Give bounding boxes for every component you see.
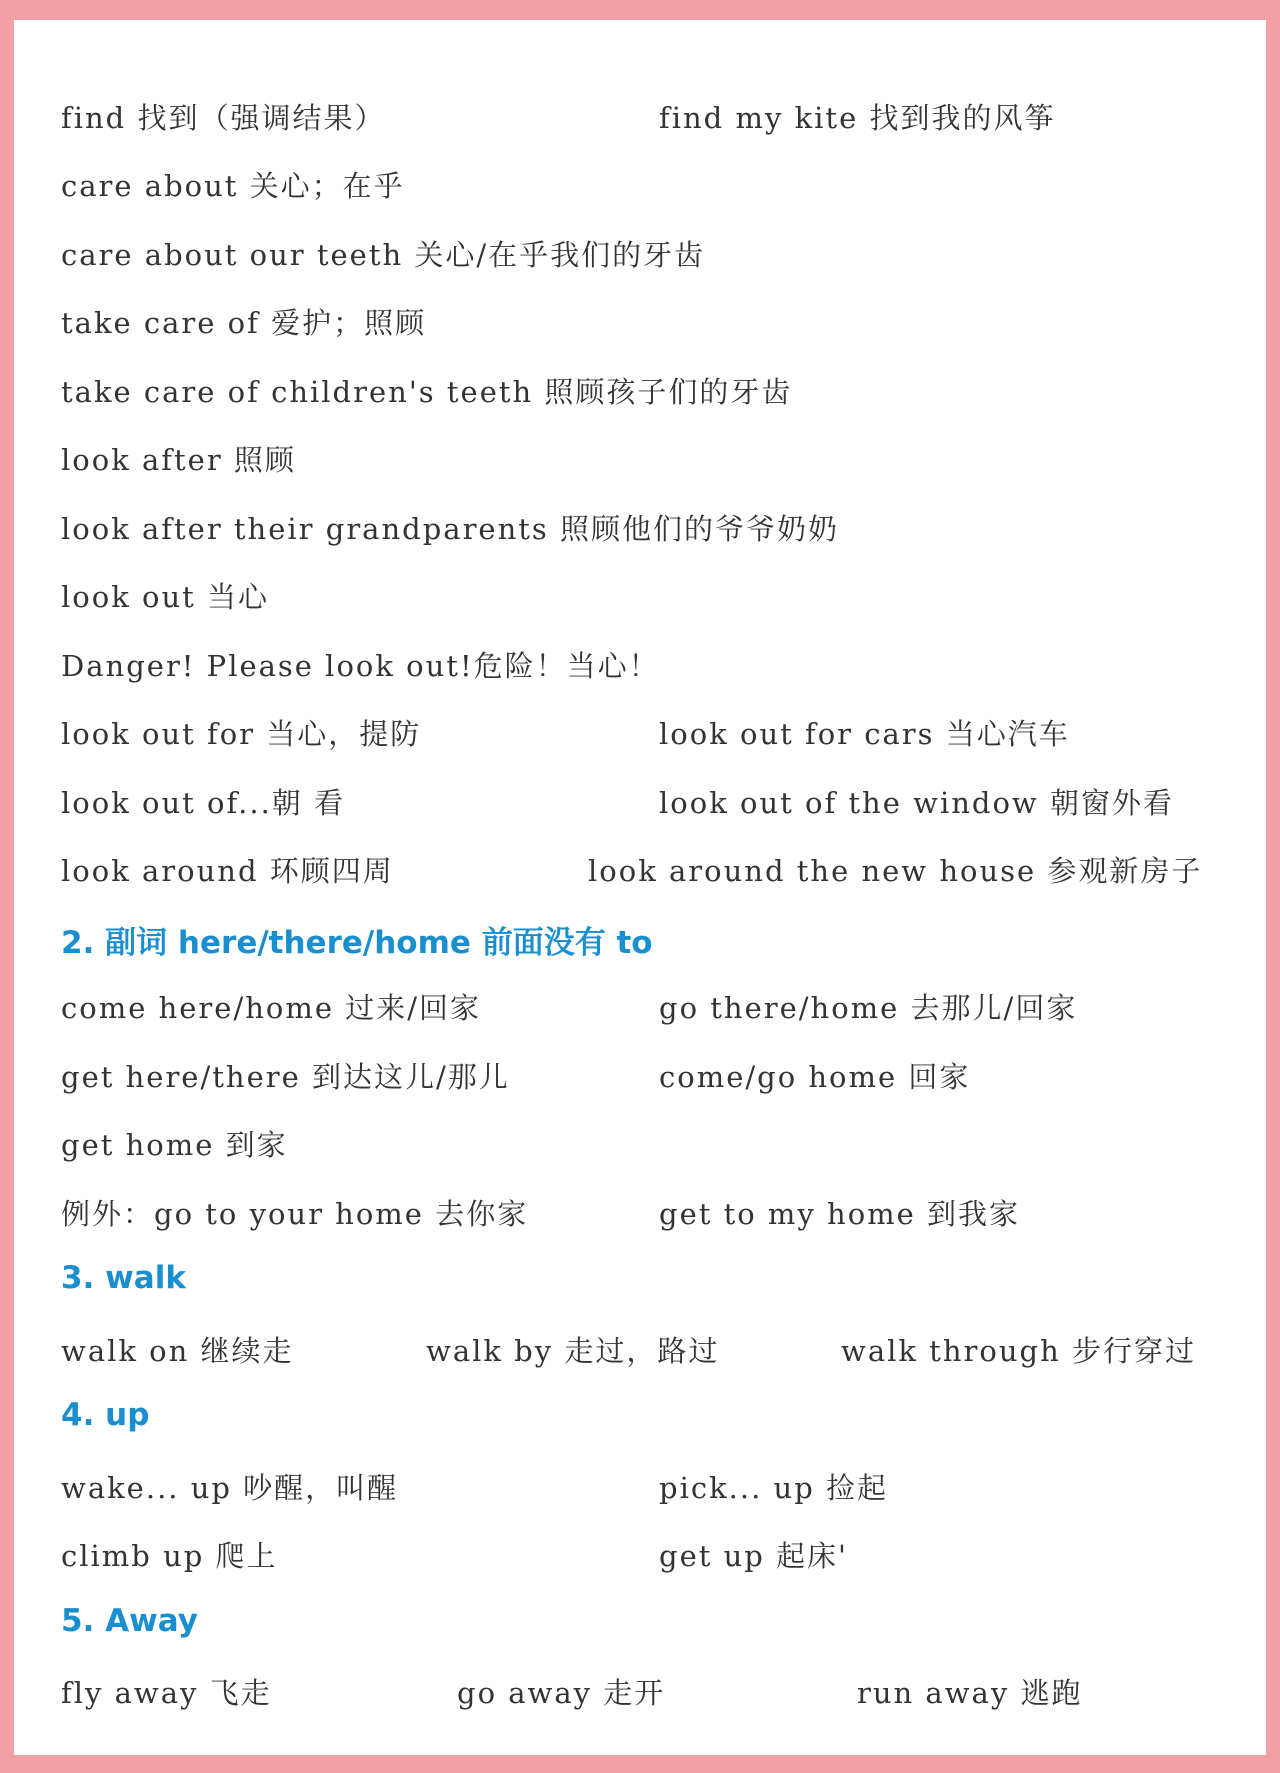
phrase-right: find my kite 找到我的风筝 (659, 101, 1056, 135)
phrase-left: get home 到家 (61, 1128, 288, 1162)
phrase-row (61, 233, 1246, 289)
phrase-left: take care of 爱护；照顾 (61, 306, 427, 340)
phrase-row (61, 301, 1246, 357)
phrase-left: care about our teeth 关心/在乎我们的牙齿 (61, 238, 706, 272)
phrase-row (61, 1534, 1246, 1590)
phrase-row (61, 712, 1246, 768)
phrase-left: look after 照顾 (61, 443, 296, 477)
phrase-left: get here/there 到达这儿/那儿 (61, 1060, 510, 1094)
phrase-left: take care of children's teeth 照顾孩子们的牙齿 (61, 375, 793, 409)
phrase-row (61, 507, 1246, 563)
phrase-row (61, 644, 1246, 700)
phrase-left: look out 当心 (61, 580, 269, 614)
phrase-row (61, 1466, 1246, 1522)
phrase-row (61, 1192, 1246, 1248)
phrase-left: Danger! Please look out!危险！当心！ (61, 649, 660, 683)
phrase-row (61, 370, 1246, 426)
phrase-right: go there/home 去那儿/回家 (659, 991, 1078, 1025)
phrase-middle: go away 走开 (457, 1676, 666, 1710)
phrase-right: look around the new house 参观新房子 (588, 854, 1203, 888)
section-heading: 2. 副词 here/there/home 前面没有 to (61, 925, 653, 961)
phrase-left: look out for 当心，提防 (61, 717, 422, 751)
phrase-row (61, 164, 1246, 220)
phrase-right: pick... up 捡起 (659, 1471, 888, 1505)
phrase-right: run away 逃跑 (857, 1676, 1083, 1710)
phrase-left: find 找到（强调结果） (61, 101, 386, 135)
phrase-right: walk through 步行穿过 (841, 1334, 1196, 1368)
phrase-right: look out for cars 当心汽车 (659, 717, 1070, 751)
phrase-left: climb up 爬上 (61, 1539, 278, 1573)
document-page (14, 20, 1266, 1755)
phrase-row (61, 575, 1246, 631)
phrase-row (61, 438, 1246, 494)
phrase-left: look out of...朝 看 (61, 786, 346, 820)
phrase-left: look after their grandparents 照顾他们的爷爷奶奶 (61, 512, 840, 546)
section-heading: 4. up (61, 1397, 150, 1433)
phrase-left: look around 环顾四周 (61, 854, 394, 888)
phrase-row (61, 986, 1246, 1042)
phrase-left: care about 关心；在乎 (61, 169, 405, 203)
phrase-left: fly away 飞走 (61, 1676, 272, 1710)
phrase-right: come/go home 回家 (659, 1060, 971, 1094)
phrase-row (61, 781, 1246, 837)
phrase-row (61, 1055, 1246, 1111)
phrase-left: walk on 继续走 (61, 1334, 294, 1368)
phrase-right: get to my home 到我家 (659, 1197, 1021, 1231)
phrase-row (61, 1671, 1246, 1727)
phrase-left: 例外：go to your home 去你家 (61, 1197, 529, 1231)
phrase-right: look out of the window 朝窗外看 (659, 786, 1174, 820)
phrase-row (61, 96, 1246, 152)
phrase-row (61, 1329, 1246, 1385)
phrase-left: come here/home 过来/回家 (61, 991, 482, 1025)
phrase-middle: walk by 走过，路过 (426, 1334, 720, 1368)
section-heading: 3. walk (61, 1260, 186, 1296)
phrase-right: get up 起床' (659, 1539, 849, 1573)
phrase-left: wake... up 吵醒，叫醒 (61, 1471, 399, 1505)
phrase-row (61, 849, 1246, 905)
section-heading: 5. Away (61, 1603, 198, 1639)
phrase-row (61, 1123, 1246, 1179)
